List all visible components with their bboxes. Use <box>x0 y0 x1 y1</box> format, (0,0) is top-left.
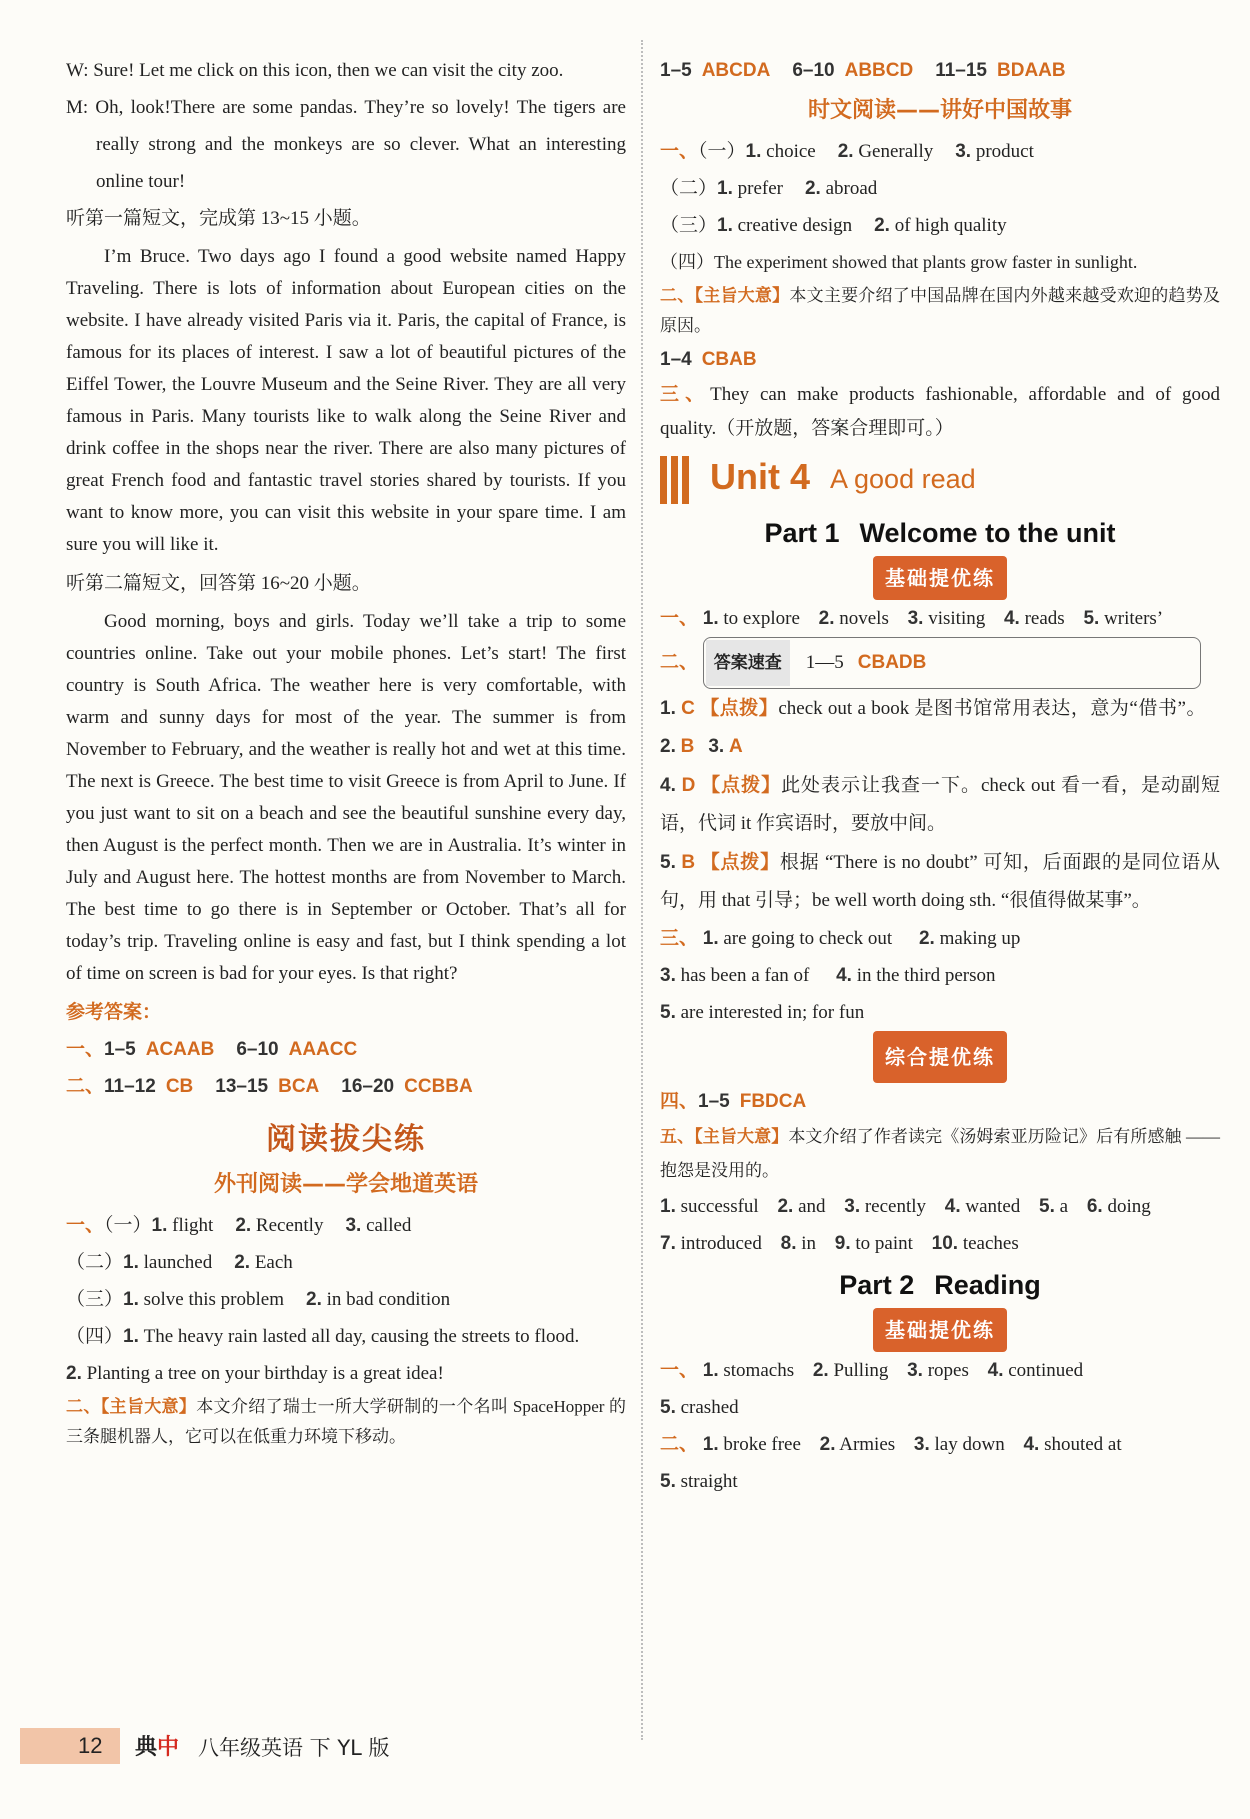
unit-subtitle: A good read <box>830 464 976 494</box>
answer-s2: （二）1. launched 2. Each <box>66 1252 293 1273</box>
passage-1: I’m Bruce. Two days ago I found a good website named Happy Traveling. There is lots of information about European cities on the website. I have already visited Paris via it. Paris, the capital of France, is famous for its places of interest. I saw a lot of beautiful pictures of the Eiffel Tower, the Louvre Museum and the Seine River. They are all very famous in Paris. Many tourists like to walk along the Seine River and drink coffee in the shops near the river. There are also many pictures of great French food and fantastic travel stories shared by tourists. If you want to know more, you can visit this website in your spare time. I am sure you will like it. <box>66 246 626 555</box>
badge-basic-2: 基础提优练 <box>873 1308 1007 1352</box>
instruction-1: 听第一篇短文，完成第 13~15 小题。 <box>66 208 371 229</box>
c2: （二）1. prefer 2. abroad <box>660 178 878 199</box>
answer-s3: （三）1. solve this problem 2. in bad condition <box>66 1289 451 1310</box>
c4: （四）The experiment showed that plants grow faster in sunlight. <box>660 252 1138 272</box>
answer-s1: 一、（一）1. flight 2. Recently 3. called <box>66 1215 412 1236</box>
dialogue-line-m: M: Oh, look!There are some pandas. They’re so lovely! The tigers are really strong and the monkeys are so clever. What an interesting online tour! <box>66 97 626 192</box>
part-2-title: Part 2 Reading <box>839 1270 1041 1300</box>
badge-basic: 基础提优练 <box>873 556 1007 600</box>
r1: 一、 1. stomachs 2. Pulling 3. ropes 4. continued <box>660 1360 1084 1381</box>
unit-label: Unit 4 <box>710 456 811 497</box>
title-china-stories: 时文阅读——讲好中国故事 <box>807 98 1072 123</box>
instruction-2: 听第二篇短文，回答第 16~20 小题。 <box>66 573 371 594</box>
section-title: 阅读拔尖练 <box>266 1122 426 1157</box>
answer-row-2: 二、11–12 CB 13–15 BCA 16–20 CCBBA <box>66 1076 473 1097</box>
brand-logo: 典中 <box>135 1735 180 1760</box>
c7: 三、They can make products fashionable, affordable and of good quality.（开放题，答案合理即可。） <box>660 384 1220 439</box>
unit-bars-icon <box>660 456 693 510</box>
main-idea-left: 二、【主旨大意】本文介绍了瑞士一所大学研制的一个名叫 SpaceHopper 的三条腿机器人，它可以在低重力环境下移动。 <box>66 1397 627 1446</box>
badge-1-wrap <box>660 556 1220 600</box>
passage-2: Good morning, boys and girls. Today we’ll take a trip to some countries online. Take out your mobile phones. Let’s start! The first country is South Africa. The weather here is very comfortable, with warm and sunny days for most of the year. The summer is from November to February, and the weather is really hot and wet at this time. The next is Greece. The best time to visit Greece is from April to June. If you just want to sit on a beach and see the beautiful sunshine every day, then August is the perfect month. Then we are in Australia. It’s winter in July and August here. The hottest months are from November to March. The best time to go there is in September or October. That’s all for today’s trip. Traveling online is easy and fast, but I think spending a lot of time on screen is bad for your eyes. Is that right? <box>66 611 626 984</box>
u5a: 1. successful 2. and 3. recently 4. wanted 5. a 6. doing <box>660 1196 1151 1217</box>
part-1-title: Part 1 Welcome to the unit <box>764 518 1116 548</box>
u2: 二、 答案速查 1—5 CBADB <box>660 637 1220 689</box>
u4: 四、1–5 FBDCA <box>660 1091 807 1112</box>
u3: 三、 1. are going to check out 2. making up <box>660 928 1021 949</box>
answer-row-1: 一、1–5 ACAAB 6–10 AAACC <box>66 1039 358 1060</box>
c3: （三）1. creative design 2. of high quality <box>660 215 1007 236</box>
e1: 1. C 【点拨】check out a book 是图书馆常用表达，意为“借书”。2. B 3. A <box>660 697 1206 757</box>
c5-main-idea: 二、【主旨大意】本文主要介绍了中国品牌在国内外越来越受欢迎的趋势及原因。 <box>660 286 1220 335</box>
answer-s5: 2. Planting a tree on your birthday is a great idea! <box>66 1363 444 1384</box>
page-number: 12 <box>20 1728 120 1764</box>
e4: 4. D 【点拨】此处表示让我查一下。check out 看一看，是动副短语，代词 it 作宾语时，要放中间。 <box>660 774 1220 834</box>
left-column <box>66 52 626 1452</box>
reference-label: 参考答案： <box>66 1001 162 1023</box>
right-column <box>660 52 1220 1500</box>
u5-main-idea: 五、【主旨大意】本文介绍了作者读完《汤姆索亚历险记》后有所感触 —— 抱怨是没用的。 <box>660 1127 1220 1180</box>
u3c: 5. are interested in; for fun <box>660 1002 865 1023</box>
e5: 5. B 【点拨】根据 “There is no doubt” 可知，后面跟的是同位语从句，用 that 引导；be well worth doing sth. “很值得做某事”。 <box>660 851 1220 911</box>
c6: 1–4 CBAB <box>660 349 757 370</box>
answer-s4: （四）1. The heavy rain lasted all day, causing the streets to flood. <box>66 1326 580 1347</box>
u5b: 7. introduced 8. in 9. to paint 10. teaches <box>660 1233 1019 1254</box>
unit-header <box>660 446 1220 510</box>
book-title: 八年级英语 下 YL 版 <box>198 1736 390 1760</box>
u3b: 3. has been a fan of 4. in the third person <box>660 965 996 986</box>
quick-answer-box: 答案速查 1—5 CBADB <box>703 637 1201 689</box>
badge-2-wrap <box>660 1031 1220 1083</box>
r1b: 5. crashed <box>660 1397 739 1418</box>
page-footer <box>20 1728 1230 1764</box>
r2: 二、 1. broke free 2. Armies 3. lay down 4. shouted at <box>660 1434 1122 1455</box>
c1: 一、（一）1. choice 2. Generally 3. product <box>660 141 1034 162</box>
dialogue-line-w: W: Sure! Let me click on this icon, then we can visit the city zoo. <box>66 60 564 81</box>
r2b: 5. straight <box>660 1471 738 1492</box>
column-divider <box>641 40 643 1740</box>
badge-comprehensive: 综合提优练 <box>873 1031 1007 1083</box>
sub-title: 外刊阅读——学会地道英语 <box>213 1172 478 1197</box>
answer-top: 1–5 ABCDA 6–10 ABBCD 11–15 BDAAB <box>660 60 1066 81</box>
u1: 一、 1. to explore 2. novels 3. visiting 4. reads 5. writers’ <box>660 608 1164 629</box>
badge-3-wrap <box>660 1308 1220 1352</box>
